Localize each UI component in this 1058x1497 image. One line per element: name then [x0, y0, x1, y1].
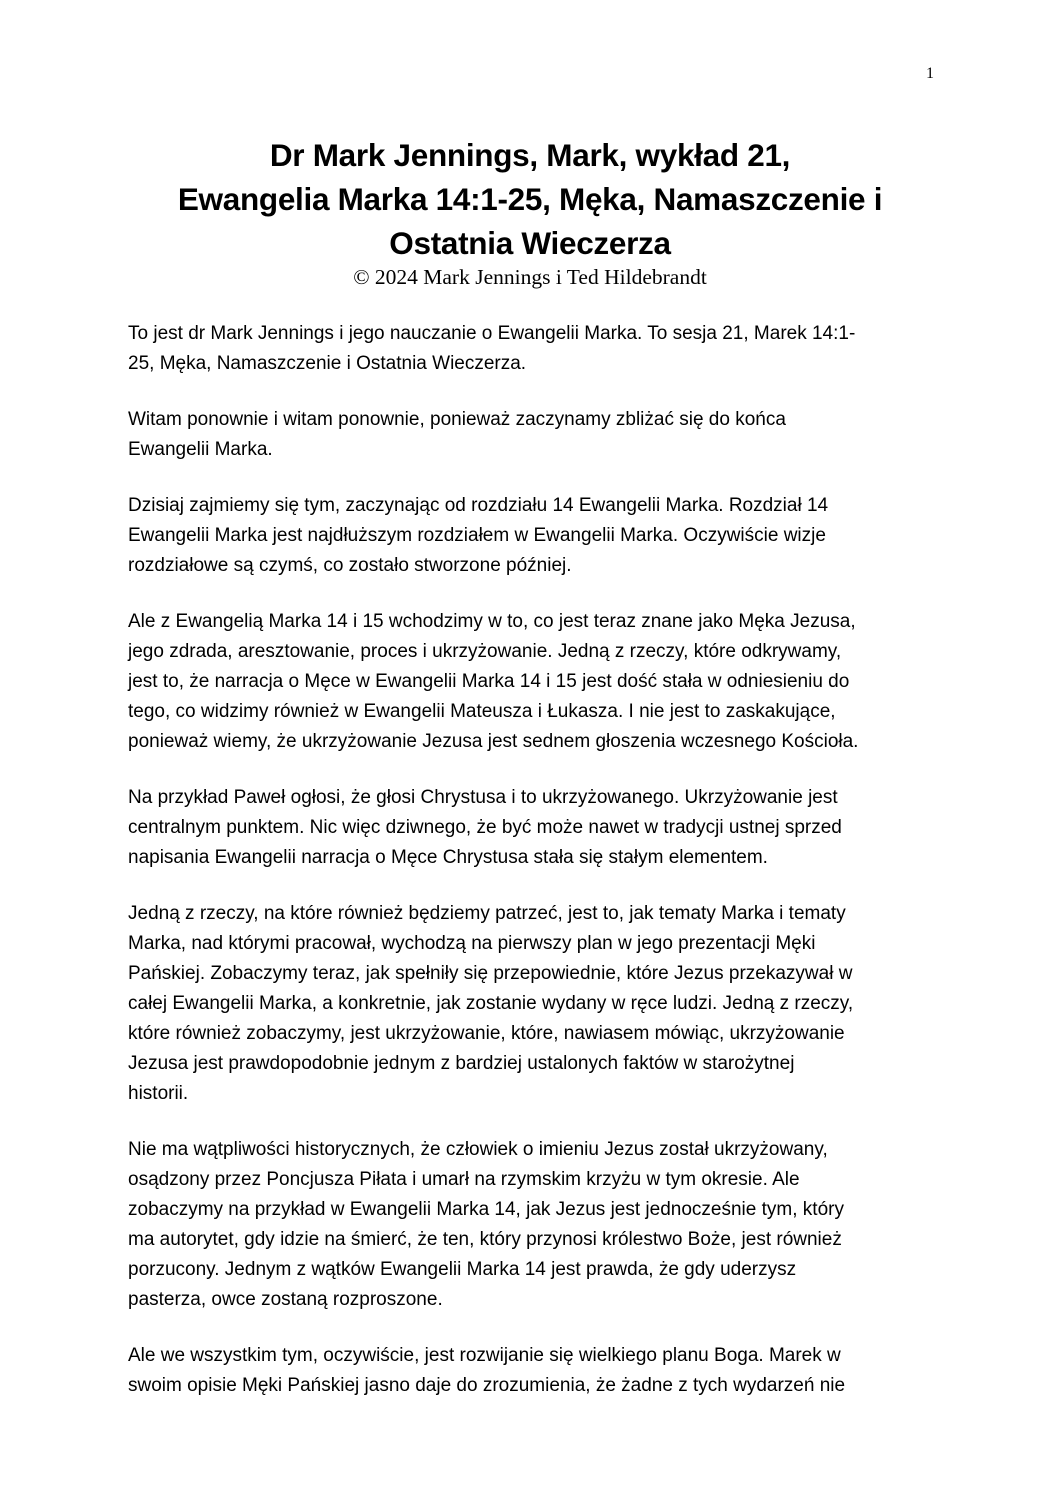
paragraph-line: swoim opisie Męki Pańskiej jasno daje do zrozumienia, że żadne z tych wydarzeń nie [128, 1375, 846, 1396]
paragraph-line: które również zobaczymy, jest ukrzyżowanie, które, nawiasem mówiąc, ukrzyżowanie [128, 1023, 845, 1044]
body-paragraph [128, 319, 943, 379]
paragraph-line: ponieważ wiemy, że ukrzyżowanie Jezusa jest sednem głoszenia wczesnego Kościoła. [128, 731, 859, 752]
document-title-line: Ostatnia Wieczerza [389, 225, 671, 261]
body-paragraph [128, 607, 943, 757]
body-paragraph [128, 405, 943, 465]
paragraph-line: Witam ponownie i witam ponownie, ponieważ zaczynamy zbliżać się do końca [128, 409, 786, 430]
body-paragraph [128, 899, 943, 1109]
paragraph-line: osądzony przez Poncjusza Piłata i umarł na rzymskim krzyżu w tym okresie. Ale [128, 1169, 800, 1190]
paragraph-line: całej Ewangelii Marka, a konkretnie, jak zostanie wydany w ręce ludzi. Jedną z rzeczy, [128, 993, 854, 1014]
paragraph-line: Jezusa jest prawdopodobnie jednym z bardziej ustalonych faktów w starożytnej [128, 1053, 795, 1074]
paragraph-line: rozdziałowe są czymś, co zostało stworzone później. [128, 555, 572, 576]
paragraph-line: historii. [128, 1083, 189, 1104]
paragraph-line: ma autorytet, gdy idzie na śmierć, że ten, który przynosi królestwo Boże, jest również [128, 1229, 842, 1250]
document-title-line: Ewangelia Marka 14:1-25, Męka, Namaszczenie i [177, 181, 883, 217]
paragraph-line: pasterza, owce zostaną rozproszone. [128, 1289, 443, 1310]
paragraph-line: tego, co widzimy również w Ewangelii Mateusza i Łukasza. I nie jest to zaskakujące, [128, 701, 836, 722]
body-paragraph [128, 1135, 943, 1315]
paragraph-line: centralnym punktem. Nic więc dziwnego, że być może nawet w tradycji ustnej sprzed [128, 817, 842, 838]
paragraph-line: Ale we wszystkim tym, oczywiście, jest rozwijanie się wielkiego planu Boga. Marek w [128, 1345, 841, 1366]
paragraph-line: 25, Męka, Namaszczenie i Ostatnia Wieczerza. [128, 353, 527, 374]
paragraph-line: porzucony. Jednym z wątków Ewangelii Marka 14 jest prawda, że gdy uderzysz [128, 1259, 797, 1280]
paragraph-line: To jest dr Mark Jennings i jego nauczanie o Ewangelii Marka. To sesja 21, Marek 14:1- [128, 323, 856, 344]
paragraph-line: Ewangelii Marka jest najdłuższym rozdziałem w Ewangelii Marka. Oczywiście wizje [128, 525, 826, 546]
body-paragraph [128, 783, 943, 873]
paragraph-line: Nie ma wątpliwości historycznych, że człowiek o imieniu Jezus został ukrzyżowany, [128, 1139, 828, 1160]
body-paragraph [128, 1341, 943, 1401]
page-number: 1 [926, 65, 934, 82]
paragraph-line: jego zdrada, aresztowanie, proces i ukrzyżowanie. Jedną z rzeczy, które odkrywamy, [128, 641, 842, 662]
paragraph-line: Marka, nad którymi pracował, wychodzą na pierwszy plan w jego prezentacji Męki [128, 933, 816, 954]
document-body [128, 319, 943, 1401]
paragraph-line: Pańskiej. Zobaczymy teraz, jak spełniły się przepowiednie, które Jezus przekazywał w [128, 963, 853, 984]
paragraph-line: Dzisiaj zajmiemy się tym, zaczynając od rozdziału 14 Ewangelii Marka. Rozdział 14 [128, 495, 829, 516]
document-header [90, 133, 970, 289]
paragraph-line: jest to, że narracja o Męce w Ewangelii Marka 14 i 15 jest dość stała w odniesieniu do [128, 671, 850, 692]
paragraph-line: Ale z Ewangelią Marka 14 i 15 wchodzimy w to, co jest teraz znane jako Męka Jezusa, [128, 611, 856, 632]
paragraph-line: Ewangelii Marka. [128, 439, 273, 460]
body-paragraph [128, 491, 943, 581]
document-title-line: Dr Mark Jennings, Mark, wykład 21, [269, 137, 791, 173]
paragraph-line: Na przykład Paweł ogłosi, że głosi Chrystusa i to ukrzyżowanego. Ukrzyżowanie jest [128, 787, 838, 808]
paragraph-line: Jedną z rzeczy, na które również będziemy patrzeć, jest to, jak tematy Marka i tematy [128, 903, 846, 924]
paragraph-line: zobaczymy na przykład w Ewangelii Marka 14, jak Jezus jest jednocześnie tym, który [128, 1199, 844, 1220]
paragraph-line: napisania Ewangelii narracja o Męce Chrystusa stała się stałym elementem. [128, 847, 768, 868]
copyright-notice: © 2024 Mark Jennings i Ted Hildebrandt [353, 265, 707, 289]
